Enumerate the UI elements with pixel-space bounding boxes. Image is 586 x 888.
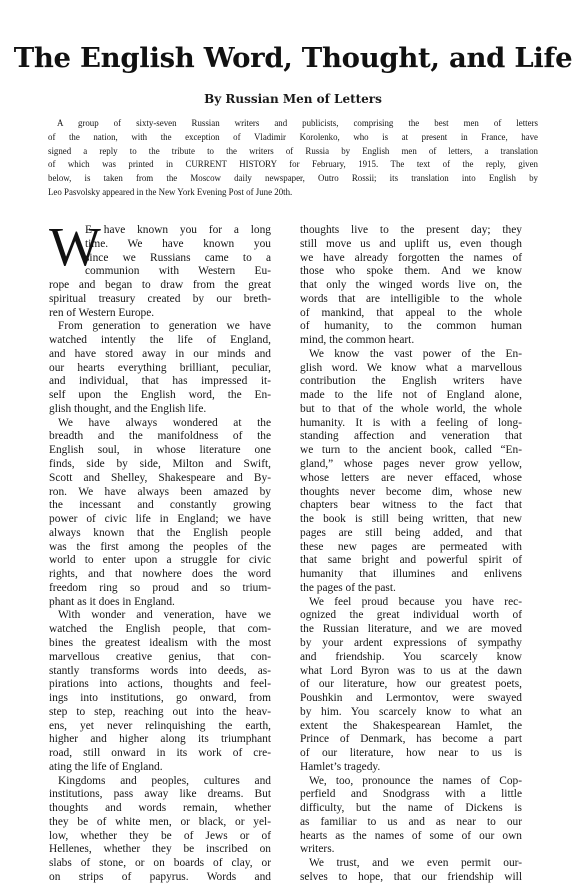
intro-line: A group of sixty-seven Russian writers and publicists, comprising the best men of letters: [57, 118, 538, 128]
text-line: pirations into actions, thoughts and feel-: [49, 678, 271, 691]
text-line: difficulty, but the name of Dickens is: [300, 802, 522, 815]
text-line: they be of white men, or black, or yel-: [49, 815, 271, 828]
left-column: [49, 216, 271, 885]
text-line: Hamlet’s tragedy.: [300, 760, 381, 773]
text-line: of our literature, how near to us is: [300, 747, 522, 760]
text-line: the pages of the past.: [300, 581, 396, 594]
text-line: institutions, pass away like dreams. But: [49, 788, 271, 801]
text-line: the book is still being written, that new: [300, 513, 522, 526]
text-line: and individual, that has impressed it-: [49, 375, 271, 388]
text-line: ens, yet never relinquishing the earth,: [49, 719, 271, 732]
intro-line: of which was printed in CURRENT HISTORY for February, 1915. The text of the reply, given: [48, 159, 538, 170]
text-line: and have stored away in our minds and: [49, 347, 271, 360]
text-line: words that are intelligible to the whole: [300, 292, 522, 305]
text-line: chapters bear witness to the fact that: [300, 499, 522, 512]
text-line: since we Russians came to a: [85, 251, 271, 264]
text-line: watched intently the life of England,: [49, 334, 271, 347]
intro-line: signed a reply to the tribute to the writers of Russia by English men of letters, a translation: [48, 145, 538, 156]
text-line: that only the winged words live on, the: [300, 279, 522, 292]
intro-line: below, is taken from the Moscow daily newspaper, Outro Rossii; its translation into English by: [48, 173, 538, 184]
text-line: slabs of stone, or on boards of clay, or: [49, 857, 271, 870]
text-line: standing affection and veneration that: [300, 430, 522, 443]
article-title: The English Word, Thought, and Life: [13, 42, 573, 74]
text-line: the Russian literature, and we are moved: [300, 623, 522, 636]
text-line: pages are still being added, and that: [300, 526, 522, 539]
text-line: rights, and that nowhere does the word: [49, 568, 271, 581]
text-line: of mankind, that appeal to the whole: [300, 306, 522, 319]
text-line: made to the life not of England alone,: [300, 389, 522, 402]
text-line: time. We have known you: [85, 237, 271, 250]
text-line: ating the life of England.: [49, 760, 163, 773]
text-line: road, still onward in its work of cre-: [49, 747, 271, 760]
text-line: these new pages are permeated with: [300, 540, 522, 553]
text-line: of our literature, how our greatest poets,: [300, 678, 522, 691]
text-line: was the first among the peoples of the: [49, 540, 271, 553]
drop-cap: W: [49, 216, 101, 277]
text-line: We feel proud because you have rec-: [309, 595, 522, 608]
byline: By Russian Men of Letters: [204, 92, 382, 106]
text-line: and friendship. You scarcely know: [300, 650, 522, 663]
text-line: perfield and Snodgrass with a little: [300, 788, 522, 801]
text-line: We have always wondered at the: [58, 416, 271, 429]
text-line: From generation to generation we have: [58, 320, 271, 333]
text-line: as familiar to us and as near to our: [300, 815, 522, 828]
text-line: phant as it does in England.: [49, 595, 175, 608]
text-line: glish word. We know what a marvellous: [300, 361, 522, 374]
text-line: thoughts and words remain, whether: [49, 802, 271, 815]
text-line: finds, side by side, Milton and Swift,: [49, 458, 271, 471]
text-line: stantly transforms words into deeds, as-: [49, 664, 271, 677]
text-line: that same bright and powerful spirit of: [300, 554, 522, 567]
text-line: by him. You scarcely know to what an: [300, 705, 522, 718]
text-line: We, too, pronounce the names of Cop-: [309, 774, 522, 787]
text-line: the incessant and constantly growing: [49, 499, 271, 512]
intro-paragraph: [48, 118, 538, 201]
text-line: Scott and Shelley, Shakespeare and By-: [49, 471, 271, 484]
text-line: ren of Western Europe.: [49, 306, 155, 319]
text-line: hearts as the names of some of our own: [300, 829, 522, 842]
text-line: those who spoke them. And we know: [300, 265, 522, 278]
text-line: glish thought, and the English life.: [49, 402, 207, 415]
text-line: breadth and the manifoldness of the: [49, 430, 271, 443]
text-line: marvellous creative genius, that con-: [49, 650, 271, 663]
text-line: mind, the common heart.: [300, 334, 415, 347]
text-line: we have already forgotten the names of: [300, 251, 522, 264]
text-line: watched the English people, that com-: [49, 623, 271, 636]
intro-line: Leo Pasvolsky appeared in the New York Evening Post of June 20th.: [48, 186, 293, 197]
text-line: gland,” whose pages never grow yellow,: [300, 458, 522, 471]
text-line: ron. We have always been amazed by: [49, 485, 271, 498]
text-line: spiritual treasury created by our breth-: [49, 292, 271, 305]
text-line: still move us and uplift us, even though: [300, 237, 522, 250]
text-line: thoughts live to the present day; they: [300, 224, 522, 236]
text-line: English soul, in whose literature one: [49, 444, 271, 457]
text-line: on strips of papyrus. Words and: [49, 870, 271, 883]
text-line: thoughts never become dim, whose new: [300, 485, 522, 498]
text-line: contribution the English writers have: [300, 375, 522, 388]
text-line: We know the vast power of the En-: [309, 347, 522, 360]
text-line: power of civic life in England; we have: [49, 513, 271, 526]
text-line: always known that the English people: [49, 526, 271, 539]
text-line: ings into institutions, go onward, from: [49, 692, 271, 705]
text-line: world to enter upon a struggle for civic: [49, 554, 271, 567]
text-line: freedom ring so proud and so trium-: [49, 581, 271, 594]
text-line: of humanity, to the common human: [300, 320, 522, 333]
text-line: we turn to the ancient book, called “En-: [300, 444, 522, 457]
text-line: communion with Western Eu-: [85, 265, 271, 278]
text-line: by your ardent expressions of sympathy: [300, 636, 522, 649]
text-line: step to step, reaching out into the heav-: [49, 705, 271, 718]
text-line: but to that of the whole world, the whole: [300, 402, 522, 415]
text-line: humanity that illumines and enlivens: [300, 568, 522, 581]
text-line: writers.: [300, 843, 335, 856]
text-line: ognized the great individual worth of: [300, 609, 522, 622]
text-line: what Lord Byron was to us at the dawn: [300, 664, 522, 677]
text-line: E have known you for a long: [85, 224, 271, 236]
text-line: our hearts everything brilliant, peculiar,: [49, 361, 271, 374]
text-line: low, whether they be of Jews or of: [49, 829, 271, 842]
text-line: Kingdoms and peoples, cultures and: [58, 774, 271, 787]
text-line: Prince of Denmark, has become a part: [300, 733, 522, 746]
text-line: selves to hope, that our friendship will: [300, 870, 522, 883]
text-line: rope and began to draw from the great: [49, 279, 271, 292]
text-line: Hellenes, whether they be inscribed on: [49, 843, 271, 856]
text-line: With wonder and veneration, have we: [58, 609, 271, 622]
intro-line: of the nation, with the exception of Vladimir Korolenko, who is at present in France, have: [48, 131, 538, 142]
text-line: self upon the English word, the En-: [49, 389, 271, 402]
text-line: higher and higher along its triumphant: [49, 733, 271, 746]
text-line: Poushkin and Lermontov, were swayed: [300, 692, 522, 705]
text-line: humanity. It is with a feeling of long-: [300, 416, 522, 429]
right-column: [300, 224, 522, 885]
text-line: extent the Shakespearean Hamlet, the: [300, 719, 522, 732]
text-line: bines the greatest idealism with the most: [49, 636, 271, 649]
text-line: We trust, and we even permit our-: [309, 857, 522, 870]
text-line: whose letters are never effaced, whose: [300, 471, 522, 484]
